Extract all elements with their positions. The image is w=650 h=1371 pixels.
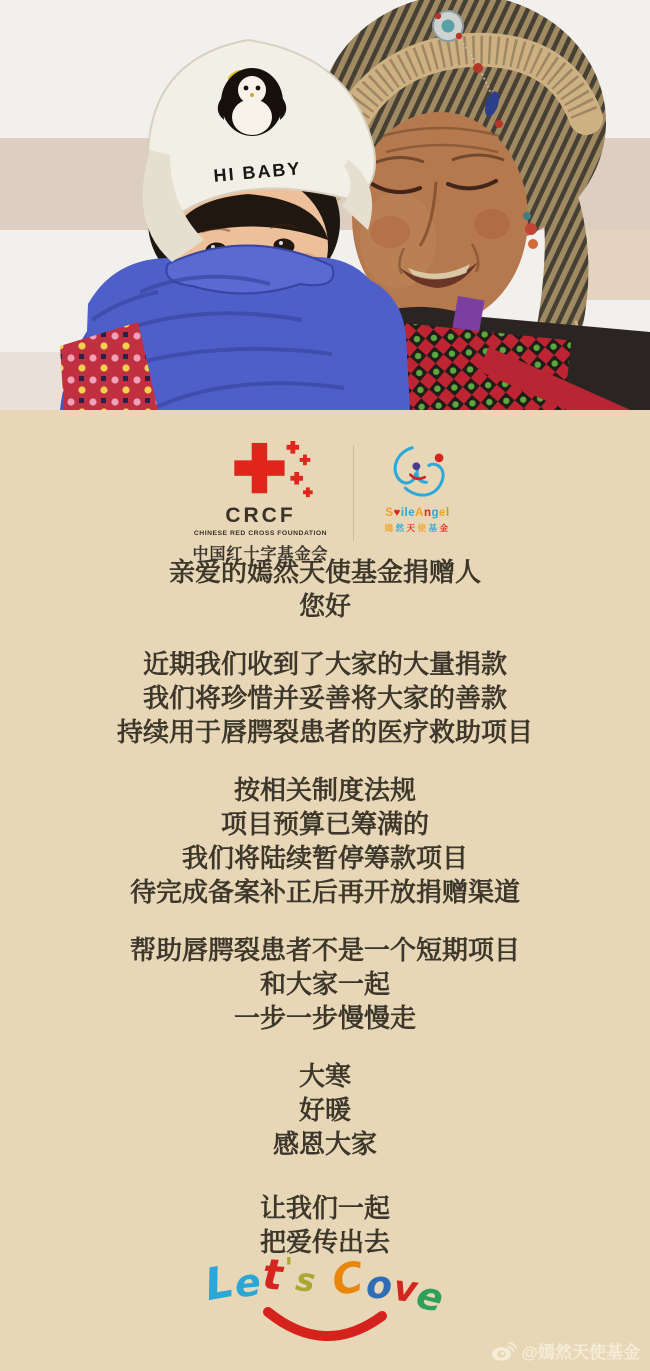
crcf-logo [192,441,328,564]
message-line: 按相关制度法规 [233,776,416,805]
message-line: 好暖 [298,1096,351,1125]
weibo-watermark [491,1338,640,1363]
bird-eye [412,462,420,470]
message-line: 近期我们收到了大家的大量捐款 [142,650,507,679]
message-line: 我们将珍惜并妥善将大家的善款 [142,684,507,713]
message-line: 亲爱的嫣然天使基金捐赠人 [168,558,481,587]
weibo-icon [491,1340,517,1362]
bird-red-dot [434,453,443,462]
message-line: 把爱传出去 [259,1228,390,1257]
smileangel-logo [378,441,458,534]
message-line: 项目预算已筹满的 [220,810,429,839]
message-paragraph-greeting [0,556,650,624]
message-paragraph-donations [0,648,650,750]
smileangel-bird-icon [378,441,458,505]
smile-curve-icon [250,1306,400,1352]
message-paragraph-closing [0,1192,650,1260]
crcf-acronym: CRCF [225,504,296,527]
message-line: 让我们一起 [259,1194,390,1223]
smileangel-name-zh: 嫣然天使基金 [384,523,451,533]
photo-illustration [0,0,650,410]
message-line: 一步一步慢慢走 [233,1004,416,1033]
woman-blush-left [370,216,410,248]
message-line: 感恩大家 [272,1130,377,1159]
donor-message [0,556,650,1284]
brand-row [0,441,650,564]
message-paragraph-longterm [0,934,650,1036]
message-paragraph-thanks [0,1060,650,1162]
message-paragraph-regulations [0,774,650,910]
message-line: 持续用于唇腭裂患者的医疗救助项目 [116,718,533,747]
photo-woman-and-child [0,0,650,410]
message-line: 您好 [298,592,351,621]
woman-blush-right [474,209,510,239]
crcf-name-en: CHINESE RED CROSS FOUNDATION [193,530,328,537]
crcf-name-zh: 中国红十字基金会 [192,546,329,563]
message-line: 大寒 [298,1062,351,1091]
hat-text: HI BABY [212,158,303,186]
message-line: 我们将陆续暂停筹款项目 [181,844,468,873]
purple-accent [452,296,484,332]
smileangel-wordmark: S♥ileAngel [385,507,450,519]
lets-love-letters: L e t ' s C o v e [200,1249,448,1322]
message-line: 帮助唇腭裂患者不是一个短期项目 [129,936,520,965]
logo-divider [353,445,354,541]
message-line: 和大家一起 [259,970,390,999]
red-cross-icon [227,441,319,501]
watermark-handle: @嫣然天使基金 [521,1343,640,1362]
message-line: 待完成备案补正后再开放捐赠渠道 [129,878,520,907]
